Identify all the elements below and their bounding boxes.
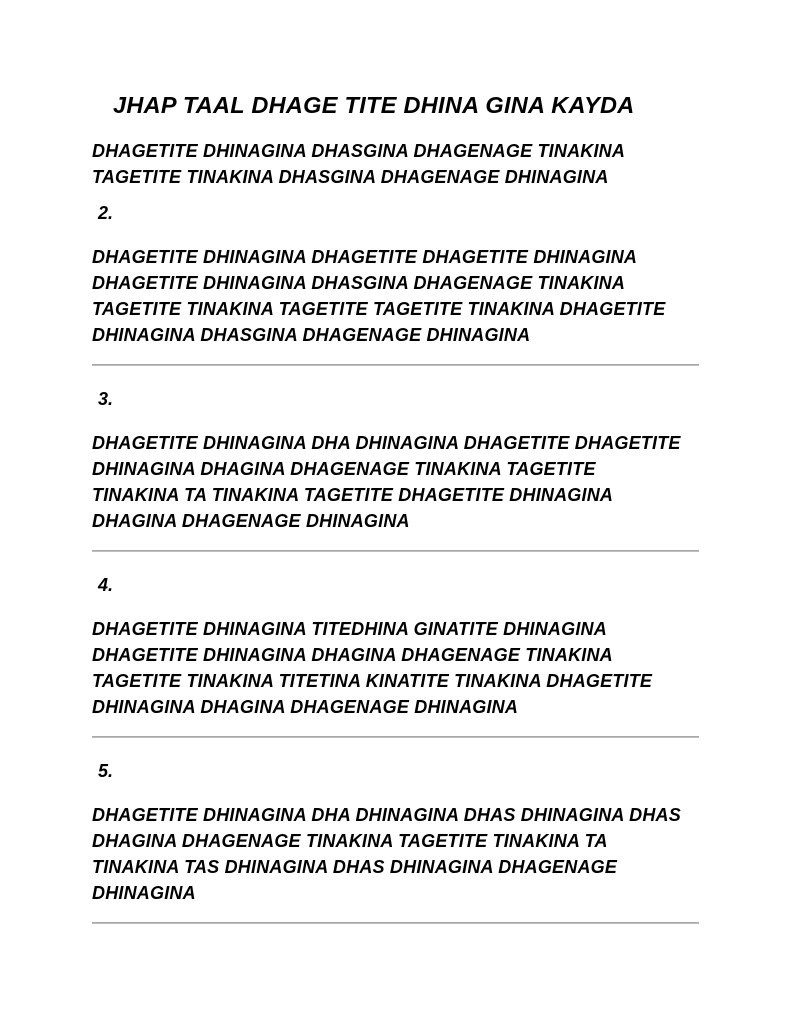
bol-paragraph	[92, 616, 699, 720]
bol-paragraph	[92, 802, 699, 906]
page-title: JHAP TAAL DHAGE TITE DHINA GINA KAYDA	[113, 92, 635, 118]
section-number: 5.	[98, 761, 114, 781]
bol-paragraph	[92, 138, 699, 190]
bol-line: TINAKINA TA TINAKINA TAGETITE DHAGETITE DHINAGINA	[92, 485, 614, 505]
section-number: 2.	[98, 203, 114, 223]
bol-line: DHAGETITE DHINAGINA DHAGINA DHAGENAGE TINAKINA	[92, 645, 613, 665]
bol-line: TAGETITE TINAKINA TAGETITE TAGETITE TINAKINA DHAGETITE	[92, 299, 666, 319]
bol-line: DHAGETITE DHINAGINA DHAGETITE DHAGETITE DHINAGINA	[92, 247, 638, 267]
section-divider	[92, 736, 699, 738]
bol-line: DHAGETITE DHINAGINA TITEDHINA GINATITE DHINAGINA	[92, 619, 607, 639]
section-divider	[92, 364, 699, 366]
bol-line: TAGETITE TINAKINA TITETINA KINATITE TINAKINA DHAGETITE	[92, 671, 653, 691]
bol-line: DHAGINA DHAGENAGE DHINAGINA	[92, 511, 410, 531]
bol-line: DHAGETITE DHINAGINA DHA DHINAGINA DHAS DHINAGINA DHAS	[92, 805, 681, 825]
bol-paragraph	[92, 430, 699, 534]
bol-line: DHINAGINA DHASGINA DHAGENAGE DHINAGINA	[92, 325, 531, 345]
section-divider	[92, 550, 699, 552]
bol-line: DHINAGINA	[92, 883, 196, 903]
bol-line: DHAGETITE DHINAGINA DHASGINA DHAGENAGE TINAKINA	[92, 273, 626, 293]
bol-line: TINAKINA TAS DHINAGINA DHAS DHINAGINA DHAGENAGE	[92, 857, 618, 877]
section-3	[92, 386, 699, 534]
bol-line: TAGETITE TINAKINA DHASGINA DHAGENAGE DHINAGINA	[92, 167, 609, 187]
bol-line: DHAGINA DHAGENAGE TINAKINA TAGETITE TINAKINA TA	[92, 831, 608, 851]
section-5	[92, 758, 699, 906]
bol-line: DHINAGINA DHAGINA DHAGENAGE DHINAGINA	[92, 697, 519, 717]
bol-line: DHAGETITE DHINAGINA DHA DHINAGINA DHAGETITE DHAGETITE	[92, 433, 681, 453]
bol-line: DHAGETITE DHINAGINA DHASGINA DHAGENAGE TINAKINA	[92, 141, 626, 161]
section-number: 3.	[98, 389, 114, 409]
section-number: 4.	[98, 575, 114, 595]
section-1	[92, 138, 699, 190]
section-2	[92, 200, 699, 348]
bol-line: DHINAGINA DHAGINA DHAGENAGE TINAKINA TAGETITE	[92, 459, 596, 479]
section-4	[92, 572, 699, 720]
bol-paragraph	[92, 244, 699, 348]
section-divider	[92, 922, 699, 924]
